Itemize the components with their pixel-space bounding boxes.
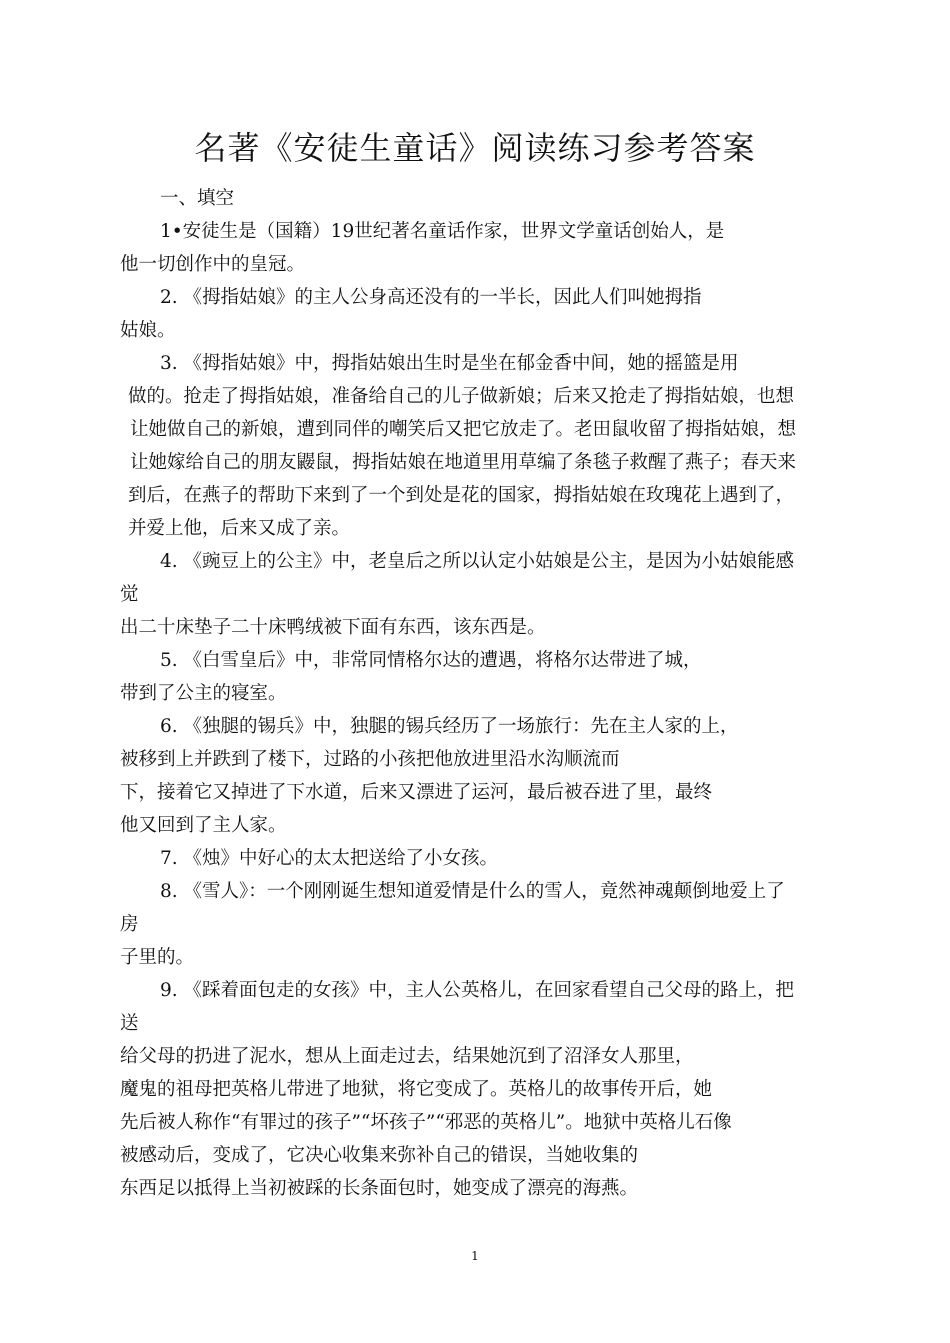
text-line: 子里的。: [120, 947, 195, 968]
section-heading: 一、填空: [160, 188, 235, 209]
text-line: 4. 《豌豆上的公主》中，老皇后之所以认定小姑娘是公主，是因为小姑娘能感: [160, 551, 795, 572]
text-line: 给父母的扔进了泥水，想从上面走过去，结果她沉到了沼泽女人那里，: [120, 1046, 694, 1067]
text-line: 被移到上并跌到了楼下，过路的小孩把他放进里沿水沟顺流而: [120, 749, 620, 770]
text-line: 让她做自己的新娘，遭到同伴的嘲笑后又把它放走了。老田鼠收留了拇指姑娘，想: [130, 419, 797, 440]
text-line: 3. 《拇指姑娘》中，拇指姑娘出生时是坐在郁金香中间，她的摇篮是用: [160, 353, 739, 374]
text-line: 5. 《白雪皇后》中，非常同情格尔达的遭遇，将格尔达带进了城，: [160, 650, 702, 671]
text-line: 到后，在燕子的帮助下来到了一个到处是花的国家，拇指姑娘在玫瑰花上遇到了，: [128, 485, 795, 506]
text-line: 8. 《雪人》：一个刚刚诞生想知道爱情是什么的雪人，竟然神魂颠倒地爱上了: [160, 881, 785, 902]
text-line: 觉: [120, 584, 139, 605]
text-line: 先后被人称作“有罪过的孩子”“坏孩子”“邪恶的英格儿”。地狱中英格儿石像: [120, 1112, 732, 1133]
text-line: 2. 《拇指姑娘》的主人公身高还没有的一半长，因此人们叫她拇指: [160, 287, 702, 308]
text-line: 送: [120, 1013, 139, 1034]
text-line: 魔鬼的祖母把英格儿带进了地狱，将它变成了。英格儿的故事传开后，她: [120, 1079, 713, 1100]
text-line: 做的。抢走了拇指姑娘，准备给自己的儿子做新娘；后来又抢走了拇指姑娘，也想: [128, 386, 795, 407]
text-line: 下，接着它又掉进了下水道，后来又漂进了运河，最后被吞进了里，最终: [120, 782, 713, 803]
text-line: 姑娘。: [120, 320, 176, 341]
text-line: 1•安徒生是（国籍）19世纪著名童话作家，世界文学童话创始人，是: [160, 221, 725, 242]
text-line: 7. 《烛》中好心的太太把送给了小女孩。: [160, 848, 499, 869]
text-line: 他一切创作中的皇冠。: [120, 254, 306, 275]
text-line: 6. 《独腿的锡兵》中，独腿的锡兵经历了一场旅行：先在主人家的上，: [160, 716, 739, 737]
page-number: 1: [471, 1249, 479, 1263]
text-line: 9. 《踩着面包走的女孩》中，主人公英格儿，在回家看望自己父母的路上，把: [160, 980, 795, 1001]
text-line: 被感动后，变成了，它决心收集来弥补自己的错误，当她收集的: [120, 1145, 639, 1166]
page-title: 名著《安徒生童话》阅读练习参考答案: [194, 129, 756, 167]
text-line: 他又回到了主人家。: [120, 815, 287, 836]
text-line: 房: [120, 914, 139, 935]
text-line: 东西足以抵得上当初被踩的长条面包时，她变成了漂亮的海燕。: [120, 1178, 639, 1199]
text-line: 带到了公主的寝室。: [120, 683, 287, 704]
text-line: 出二十床垫子二十床鸭绒被下面有东西，该东西是。: [120, 617, 546, 638]
text-line: 让她嫁给自己的朋友鼹鼠，拇指姑娘在地道里用草编了条毯子救醒了燕子；春天来: [130, 452, 797, 473]
text-line: 并爱上他，后来又成了亲。: [128, 518, 351, 539]
